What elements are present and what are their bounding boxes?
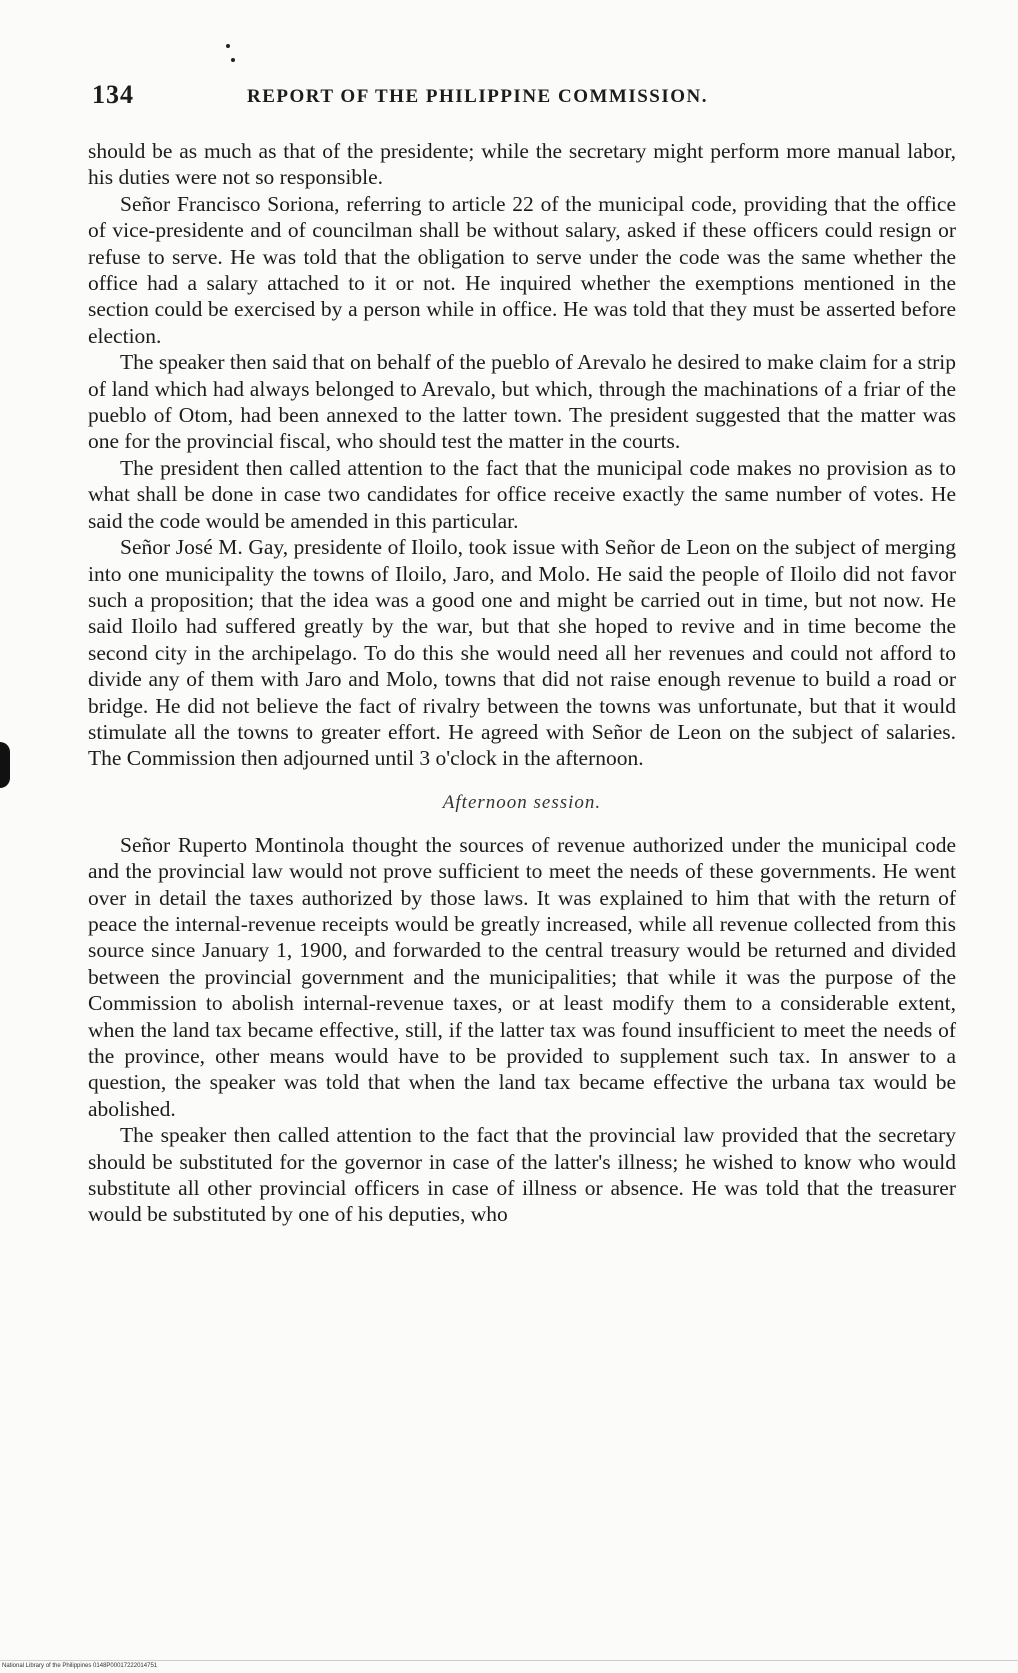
page-header xyxy=(92,80,962,116)
scan-edge-mark xyxy=(0,742,10,788)
paragraph-montinola: Señor Ruperto Montinola thought the sources of revenue authorized under the municipal code and the provincial law would not prove sufficient to meet the needs of these governments. He went over in detail the taxes authorized by those laws. It was explained to him that with the return of peace the internal-revenue receipts would be greatly increased, while all revenue collected from this source since January 1, 1900, and forwarded to the central treasury would be returned and divided between the provincial government and the municipalities; that while it was the purpose of the Commission to abolish internal-revenue taxes, or at least modify them to a considerable extent, when the land tax became effective, still, if the latter tax was found insufficient to meet the needs of the province, other means would have to be provided to supplement such tax. In answer to a question, the speaker was told that when the land tax became effective the urbana tax would be abolished. xyxy=(88,832,956,1121)
afternoon-session-heading: Afternoon session. xyxy=(442,791,602,813)
paragraph-continuation: should be as much as that of the presidente; while the secretary might perform more manual labor, his duties were not so responsible. xyxy=(88,139,956,190)
paragraph-arevalo-claim: The speaker then said that on behalf of the pueblo of Arevalo he desired to make claim for a strip of land which had always belonged to Arevalo, but which, through the machinations of a friar of the pueblo of Otom, had been annexed to the latter town. The president suggested that the matter was one for the provincial fiscal, who should test the matter in the courts. xyxy=(88,350,956,454)
paragraph-gay: Señor José M. Gay, presidente of Iloilo, took issue with Señor de Leon on the subject of merging into one municipality the towns of Iloilo, Jaro, and Molo. He said the people of Iloilo did not favor such a proposition; that the idea was a good one and might be carried out in time, but not now. He said Iloilo had suffered greatly by the war, but that she hoped to revive and in time become the second city in the archipelago. To do this she would need all her revenues and could not afford to divide any of them with Jaro and Molo, towns that did not raise enough revenue to build a road or bridge. He did not believe the fact of rivalry between the towns was unfortunate, but that it would stimulate all the towns to greater effort. He agreed with Señor de Leon on the subject of salaries. The Commission then adjourned until 3 o'clock in the afternoon. xyxy=(88,535,956,771)
library-credit: National Library of the Philippines 0148P00017222014751 xyxy=(2,1663,158,1669)
paragraph-votes: The president then called attention to the fact that the municipal code makes no provision as to what shall be done in case two candidates for office receive exactly the same number of votes. He said the code would be amended in this particular. xyxy=(88,455,956,533)
footer-rule xyxy=(0,1660,1018,1661)
body-text xyxy=(88,138,956,1228)
paragraph-soriona: Señor Francisco Soriona, referring to article 22 of the municipal code, providing that the office of vice-presidente and of councilman shall be without salary, asked if these officers could resign or refuse to serve. He was told that the obligation to serve under the code was the same whether the office had a salary attached to it or not. He inquired whether the exemptions mentioned in the section could be exercised by a person while in office. He was told that they must be asserted before election. xyxy=(88,191,956,348)
ink-speck xyxy=(226,44,230,48)
ink-speck xyxy=(231,58,235,62)
page-number: 134 xyxy=(92,80,134,109)
running-head: REPORT OF THE PHILIPPINE COMMISSION. xyxy=(247,86,709,107)
paragraph-substitution: The speaker then called attention to the fact that the provincial law provided that the secretary should be substituted for the governor in case of the latter's illness; he wished to know who would substitute all other provincial officers in case of illness or absence. He was told that the treasurer would be substituted by one of his deputies, who xyxy=(88,1123,956,1227)
